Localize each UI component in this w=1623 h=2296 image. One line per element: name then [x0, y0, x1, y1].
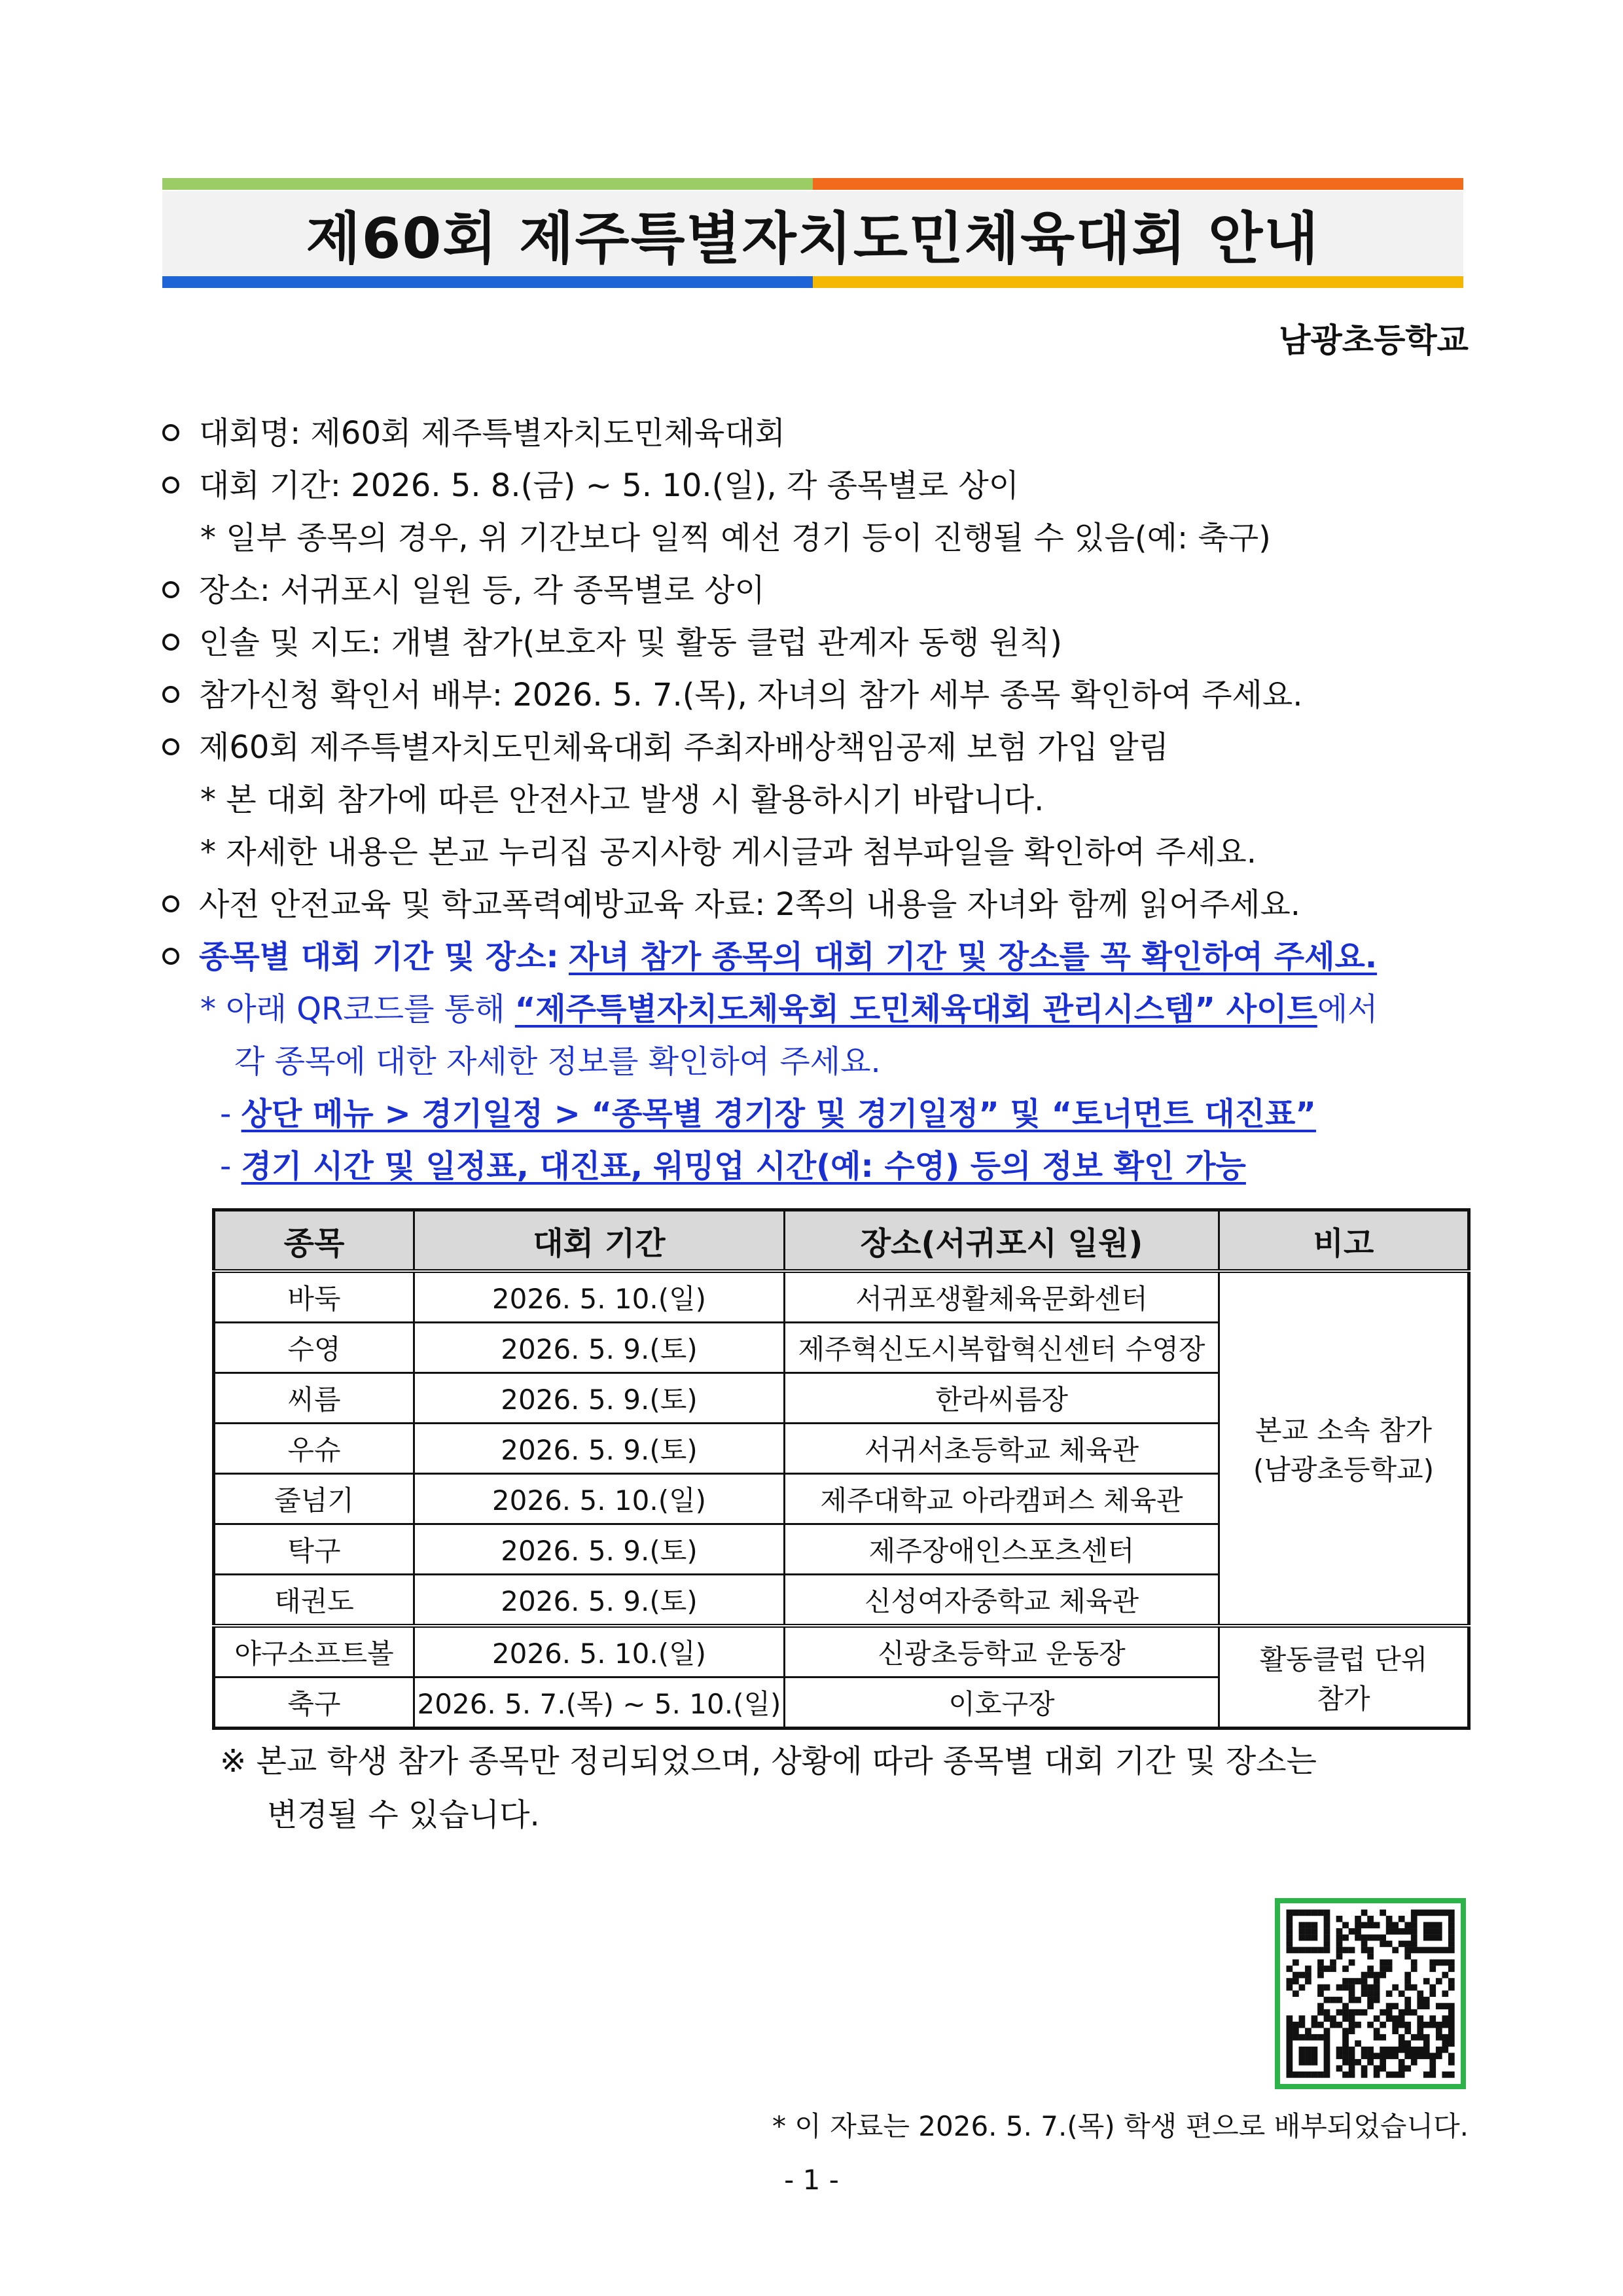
item-venue: 장소: 서귀포시 일원 등, 각 종목별로 상이 — [162, 571, 765, 610]
cell-event: 바둑 — [214, 1271, 414, 1323]
header-remark: 비고 — [1219, 1210, 1469, 1272]
table-row — [214, 1626, 1469, 1677]
circle-bullet-icon — [162, 634, 179, 651]
cell-event: 탁구 — [214, 1524, 414, 1575]
title-box — [162, 191, 1463, 276]
item-insurance-note2: * 자세한 내용은 본교 누리집 공지사항 게시글과 첨부파일을 확인하여 주세요. — [200, 834, 1257, 870]
header-event: 종목 — [214, 1210, 414, 1272]
item-safety-education: 사전 안전교육 및 학교폭력예방교육 자료: 2쪽의 내용을 자녀와 함께 읽어주세요. — [162, 885, 1300, 924]
title-bottom-bar-left — [162, 276, 813, 288]
cell-period: 2026. 5. 9.(토) — [414, 1524, 785, 1575]
cell-event: 우슈 — [214, 1424, 414, 1474]
qr-pattern — [1280, 1903, 1461, 2084]
cell-event: 수영 — [214, 1323, 414, 1373]
item-menu-path: - 상단 메뉴 > 경기일정 > “종목별 경기장 및 경기일정” 및 “토너먼트 대진표” — [220, 1096, 1316, 1132]
cell-period: 2026. 5. 10.(일) — [414, 1474, 785, 1524]
cell-event: 축구 — [214, 1677, 414, 1729]
item-qr-note-line2: 각 종목에 대한 자세한 정보를 확인하여 주세요. — [234, 1043, 881, 1080]
cell-period: 2026. 5. 9.(토) — [414, 1323, 785, 1373]
cell-period: 2026. 5. 10.(일) — [414, 1271, 785, 1323]
cell-venue: 서귀서초등학교 체육관 — [785, 1424, 1219, 1474]
cell-event: 태권도 — [214, 1575, 414, 1626]
item-event-name: 대회명: 제60회 제주특별자치도민체육대회 — [162, 414, 785, 453]
cell-venue: 제주장애인스포츠센터 — [785, 1524, 1219, 1575]
qr-code-icon[interactable] — [1275, 1898, 1466, 2089]
cell-period: 2026. 5. 9.(토) — [414, 1373, 785, 1424]
cell-venue: 제주대학교 아라캠퍼스 체육관 — [785, 1474, 1219, 1524]
schedule-table — [212, 1208, 1471, 1730]
distribution-footnote: * 이 자료는 2026. 5. 7.(목) 학생 편으로 배부되었습니다. — [772, 2110, 1469, 2142]
cell-venue: 신성여자중학교 체육관 — [785, 1575, 1219, 1626]
circle-bullet-icon — [162, 738, 179, 755]
cell-event: 줄넘기 — [214, 1474, 414, 1524]
cell-event: 야구소프트볼 — [214, 1626, 414, 1677]
circle-bullet-icon — [162, 424, 179, 441]
item-insurance: 제60회 제주특별자치도민체육대회 주최자배상책임공제 보험 가입 알림 — [162, 728, 1169, 767]
circle-bullet-icon — [162, 686, 179, 703]
cell-event: 씨름 — [214, 1373, 414, 1424]
circle-bullet-icon — [162, 581, 179, 598]
item-period: 대회 기간: 2026. 5. 8.(금) ~ 5. 10.(일), 각 종목별로 상이 — [162, 466, 1019, 505]
cell-venue: 한라씨름장 — [785, 1373, 1219, 1424]
table-row — [214, 1271, 1469, 1323]
change-notice: ※ 본교 학생 참가 종목만 정리되었으며, 상황에 따라 종목별 대회 기간 및 장소는 변경될 수 있습니다. — [220, 1743, 1317, 1833]
title-bottom-bar-right — [813, 276, 1463, 288]
item-confirmation: 참가신청 확인서 배부: 2026. 5. 7.(목), 자녀의 참가 세부 종목 확인하여 주세요. — [162, 675, 1303, 715]
item-guidance: 인솔 및 지도: 개별 참가(보호자 및 활동 클럽 관계자 동행 원칙) — [162, 623, 1062, 662]
circle-bullet-icon — [162, 476, 179, 493]
item-insurance-note1: * 본 대회 참가에 따른 안전사고 발생 시 활용하시기 바랍니다. — [200, 781, 1044, 818]
school-name: 남광초등학교 — [1279, 321, 1469, 359]
cell-period: 2026. 5. 9.(토) — [414, 1575, 785, 1626]
cell-venue: 신광초등학교 운동장 — [785, 1626, 1219, 1677]
item-info-available: - 경기 시간 및 일정표, 대진표, 워밍업 시간(예: 수영) 등의 정보 확인 가능 — [220, 1148, 1246, 1185]
cell-remark-club: 활동클럽 단위 참가 — [1219, 1626, 1469, 1729]
cell-period: 2026. 5. 10.(일) — [414, 1626, 785, 1677]
title-top-bar-right — [813, 178, 1463, 190]
cell-venue: 제주혁신도시복합혁신센터 수영장 — [785, 1323, 1219, 1373]
site-link[interactable]: “제주특별자치도체육회 도민체육대회 관리시스템” 사이트 — [514, 991, 1317, 1028]
cell-venue: 서귀포생활체육문화센터 — [785, 1271, 1219, 1323]
item-qr-note: * 아래 QR코드를 통해 “제주특별자치도체육회 도민체육대회 관리시스템” 사이트에서 — [200, 991, 1378, 1028]
cell-venue: 이호구장 — [785, 1677, 1219, 1729]
header-venue: 장소(서귀포시 일원) — [785, 1210, 1219, 1272]
header-period: 대회 기간 — [414, 1210, 785, 1272]
page-number: - 1 - — [784, 2164, 839, 2196]
item-schedule-by-event: 종목별 대회 기간 및 장소: 자녀 참가 종목의 대회 기간 및 장소를 꼭 확인하여 주세요. — [162, 937, 1377, 977]
circle-bullet-icon — [162, 895, 179, 912]
item-period-note: * 일부 종목의 경우, 위 기간보다 일찍 예선 경기 등이 진행될 수 있음(예: 축구) — [200, 520, 1271, 556]
cell-period: 2026. 5. 9.(토) — [414, 1424, 785, 1474]
cell-period: 2026. 5. 7.(목) ~ 5. 10.(일) — [414, 1677, 785, 1729]
circle-bullet-icon — [162, 948, 179, 965]
cell-remark-school: 본교 소속 참가 (남광초등학교) — [1219, 1271, 1469, 1626]
table-header-row — [214, 1210, 1469, 1272]
page-title: 제60회 제주특별자치도민체육대회 안내 — [306, 206, 1320, 272]
title-top-bar-left — [162, 178, 813, 190]
